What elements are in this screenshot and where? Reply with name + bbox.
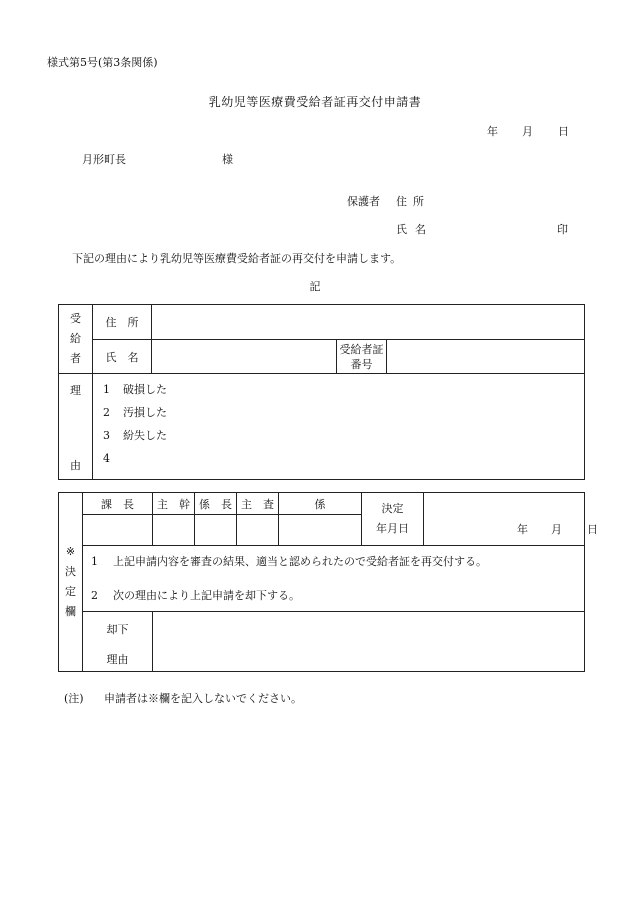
reason-label: 理 由: [59, 374, 93, 480]
recipient-group-label: 受 給 者: [59, 305, 93, 374]
role-inspector: 主 査: [237, 493, 279, 515]
reason-option[interactable]: 2 汚損した: [103, 406, 167, 419]
addressee: 月形町長: [82, 153, 126, 166]
seal-mark: 印: [557, 223, 568, 236]
note: [64, 690, 302, 706]
application-statement: 下記の理由により乳幼児等医療費受給者証の再交付を申請します。: [72, 252, 402, 265]
decision-options: [83, 546, 585, 612]
reject-option[interactable]: 2 次の理由により上記申請を却下する。: [91, 588, 300, 602]
date-month-label: 月: [522, 125, 533, 138]
form-number: 様式第5号(第3条関係): [47, 56, 158, 69]
recipient-name-field[interactable]: [152, 340, 337, 374]
ki-heading: 記: [309, 280, 321, 293]
role-chief-officer: 主 幹: [153, 493, 195, 515]
date-day-label: 日: [558, 125, 569, 138]
stamp-inspector[interactable]: [237, 515, 279, 546]
recipient-name-label: 氏 名: [93, 340, 152, 374]
recipient-address-field[interactable]: [152, 305, 585, 340]
applicant-name-label: 氏名: [396, 223, 434, 236]
decision-table: [58, 492, 598, 672]
reason-options: [93, 374, 585, 480]
decision-date-field[interactable]: 年 月 日: [424, 493, 585, 546]
cert-number-field[interactable]: [387, 340, 585, 374]
stamp-chief-officer[interactable]: [153, 515, 195, 546]
guardian-label: 保護者: [347, 195, 380, 208]
rejection-reason-field[interactable]: [153, 612, 585, 672]
stamp-staff[interactable]: [279, 515, 362, 546]
recipient-table: [58, 304, 585, 480]
stamp-section-chief[interactable]: [83, 515, 153, 546]
reason-option[interactable]: 4: [103, 452, 110, 465]
reason-option[interactable]: 1 破損した: [103, 383, 167, 396]
decision-date-label: 決定 年月日: [362, 493, 424, 546]
date-year-label: 年: [487, 125, 498, 138]
note-label: (注): [64, 692, 84, 705]
approve-option[interactable]: 1 上記申請内容を審査の結果、適当と認められたので受給者証を再交付する。: [91, 554, 487, 568]
applicant-address-label: 住所: [396, 195, 430, 208]
rejection-reason-label: 却下 理由: [83, 612, 153, 672]
stamp-unit-chief[interactable]: [195, 515, 237, 546]
cert-number-label: 受給者証 番号: [337, 340, 387, 374]
note-text: 申請者は※欄を記入しないでください。: [104, 692, 302, 705]
reason-option[interactable]: 3 紛失した: [103, 429, 167, 442]
role-unit-chief: 係 長: [195, 493, 237, 515]
honorific: 様: [222, 153, 233, 166]
form-title: 乳幼児等医療費受給者証再交付申請書: [208, 95, 422, 109]
decision-side-label: ※ 決 定 欄: [59, 493, 83, 672]
role-staff: 係: [279, 493, 362, 515]
role-section-chief: 課 長: [83, 493, 153, 515]
recipient-address-label: 住 所: [93, 305, 152, 340]
